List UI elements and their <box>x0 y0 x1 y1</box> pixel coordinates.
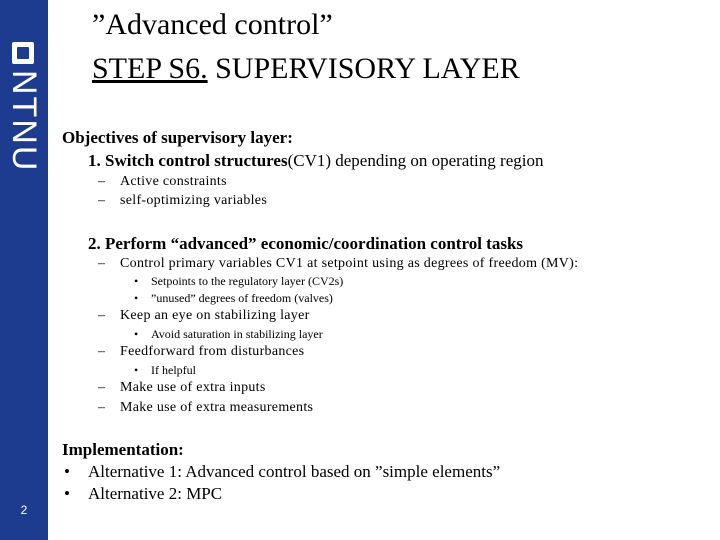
logo-square-icon <box>12 42 34 64</box>
list-item: Control primary variables CV1 at setpoint using as degrees of freedom (MV): <box>120 256 579 271</box>
objectives-heading: Objectives of supervisory layer: <box>62 128 293 147</box>
dash-icon: – <box>98 308 106 323</box>
list-item: Make use of extra measurements <box>120 400 314 415</box>
implementation-heading: Implementation: <box>62 440 184 459</box>
dash-icon: – <box>98 380 106 395</box>
bullet-icon: • <box>134 291 139 305</box>
slide-title-line1: ”Advanced control” <box>92 8 333 41</box>
dash-icon: – <box>98 344 106 359</box>
dash-icon: – <box>98 174 106 189</box>
bullet-icon: • <box>134 327 139 341</box>
objective-2: 2. Perform “advanced” economic/coordination control tasks <box>88 234 524 253</box>
list-item: Make use of extra inputs <box>120 380 266 395</box>
objective-1 <box>88 151 543 171</box>
list-item: self-optimizing variables <box>120 193 268 208</box>
bullet-icon: • <box>64 484 70 503</box>
step-title: SUPERVISORY LAYER <box>207 52 520 85</box>
list-item: Setpoints to the regulatory layer (CV2s) <box>151 274 344 288</box>
list-item: Alternative 1: Advanced control based on ”simple elements” <box>88 462 501 481</box>
bullet-icon: • <box>64 462 70 481</box>
list-item: Feedforward from disturbances <box>120 344 305 359</box>
list-item: Active constraints <box>120 174 227 189</box>
dash-icon: – <box>98 193 106 208</box>
page-number: 2 <box>20 503 28 517</box>
slide-title-line2 <box>92 52 520 86</box>
list-item: ”unused” degrees of freedom (valves) <box>151 291 333 305</box>
ntnu-logo: NTNU <box>5 70 43 173</box>
objective-1-bold: 1. Switch control structures <box>88 151 288 170</box>
step-label: STEP S6. <box>92 52 208 85</box>
sidebar <box>0 0 48 540</box>
list-item: If helpful <box>151 363 196 377</box>
bullet-icon: • <box>134 363 139 377</box>
list-item: Alternative 2: MPC <box>88 484 223 503</box>
dash-icon: – <box>98 400 106 415</box>
bullet-icon: • <box>134 274 139 288</box>
dash-icon: – <box>98 256 106 271</box>
list-item: Keep an eye on stabilizing layer <box>120 308 310 323</box>
objective-1-rest: (CV1) depending on operating region <box>287 151 544 170</box>
list-item: Avoid saturation in stabilizing layer <box>151 327 323 341</box>
